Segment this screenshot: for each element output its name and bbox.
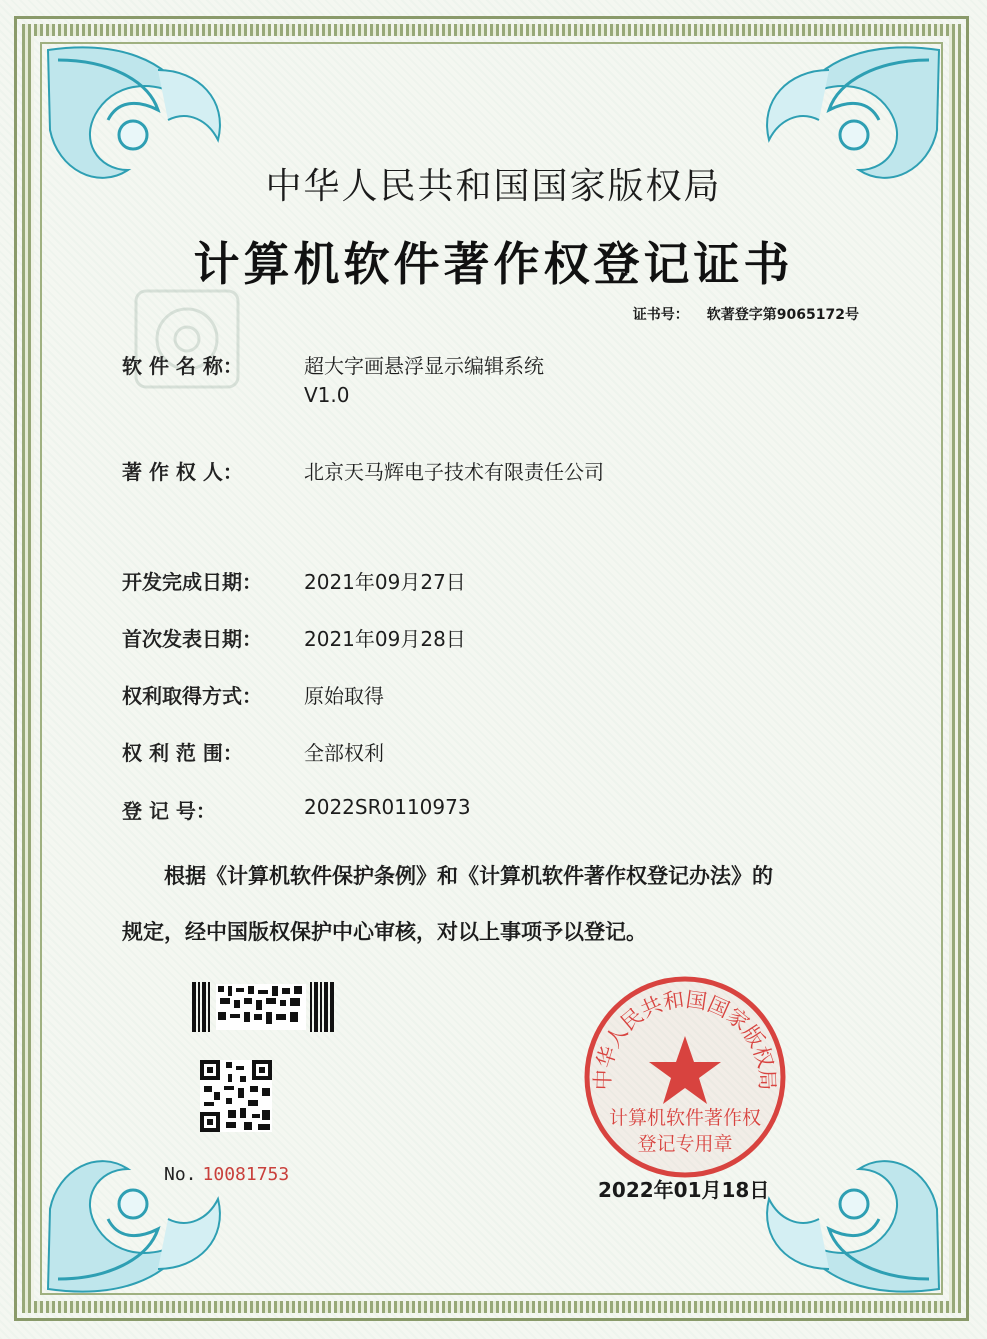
- seal-line-2: 登记专用章: [637, 1133, 733, 1155]
- seal-line-1: 计算机软件著作权: [608, 1107, 762, 1129]
- field-label: 首次发表日期：: [122, 627, 262, 651]
- field-value: 超大字画悬浮显示编辑系统: [304, 354, 544, 378]
- official-seal-stamp: [580, 972, 790, 1182]
- field-label: 登 记 号：: [122, 799, 216, 823]
- serial-value: 10081753: [202, 1164, 290, 1185]
- statement-line-2: 规定，经中国版权保护中心审核，对以上事项予以登记。: [122, 920, 647, 944]
- issuer-title: 中华人民共和国国家版权局: [265, 166, 722, 207]
- serial-number: [164, 1164, 289, 1185]
- certificate-number-label: 证书号：: [632, 307, 689, 323]
- certificate-title: 计算机软件著作权登记证书: [193, 237, 794, 291]
- qr-code-icon: [200, 1060, 272, 1132]
- certificate-number-value: 软著登字第9065172号: [706, 307, 859, 323]
- field-value: 2022SR0110973: [304, 795, 471, 819]
- serial-label: No.: [164, 1164, 197, 1185]
- field-copyright-owner: [122, 456, 604, 485]
- field-value: 原始取得: [304, 684, 384, 708]
- field-value: 2021年09月28日: [304, 627, 466, 651]
- field-completion-date: [122, 566, 466, 595]
- field-value: 2021年09月27日: [304, 570, 466, 594]
- field-label: 开发完成日期：: [122, 570, 262, 594]
- field-label: 著 作 权 人：: [122, 460, 243, 484]
- issue-date: 2022年01月18日: [598, 1178, 770, 1202]
- field-software-name: [122, 350, 544, 407]
- field-value: 北京天马辉电子技术有限责任公司: [304, 460, 604, 484]
- statement-line-1: 根据《计算机软件保护条例》和《计算机软件著作权登记办法》的: [164, 864, 773, 888]
- field-registration-number: [122, 795, 471, 824]
- field-rights-scope: [122, 737, 384, 766]
- statement-paragraph: [122, 848, 882, 960]
- field-acquisition-method: [122, 680, 384, 709]
- barcode-icon: [192, 982, 334, 1032]
- field-value-version: V1.0: [304, 383, 350, 407]
- field-publication-date: [122, 623, 466, 652]
- corner-ornament-bottom-left: [38, 1129, 238, 1299]
- field-label: 权 利 范 围：: [122, 741, 243, 765]
- seal-ring-text: 中华人民共和国国家版权局: [590, 987, 780, 1091]
- certificate-number: [633, 304, 859, 324]
- field-label: 软 件 名 称：: [122, 354, 243, 378]
- field-value: 全部权利: [304, 741, 384, 765]
- field-label: 权利取得方式：: [122, 684, 262, 708]
